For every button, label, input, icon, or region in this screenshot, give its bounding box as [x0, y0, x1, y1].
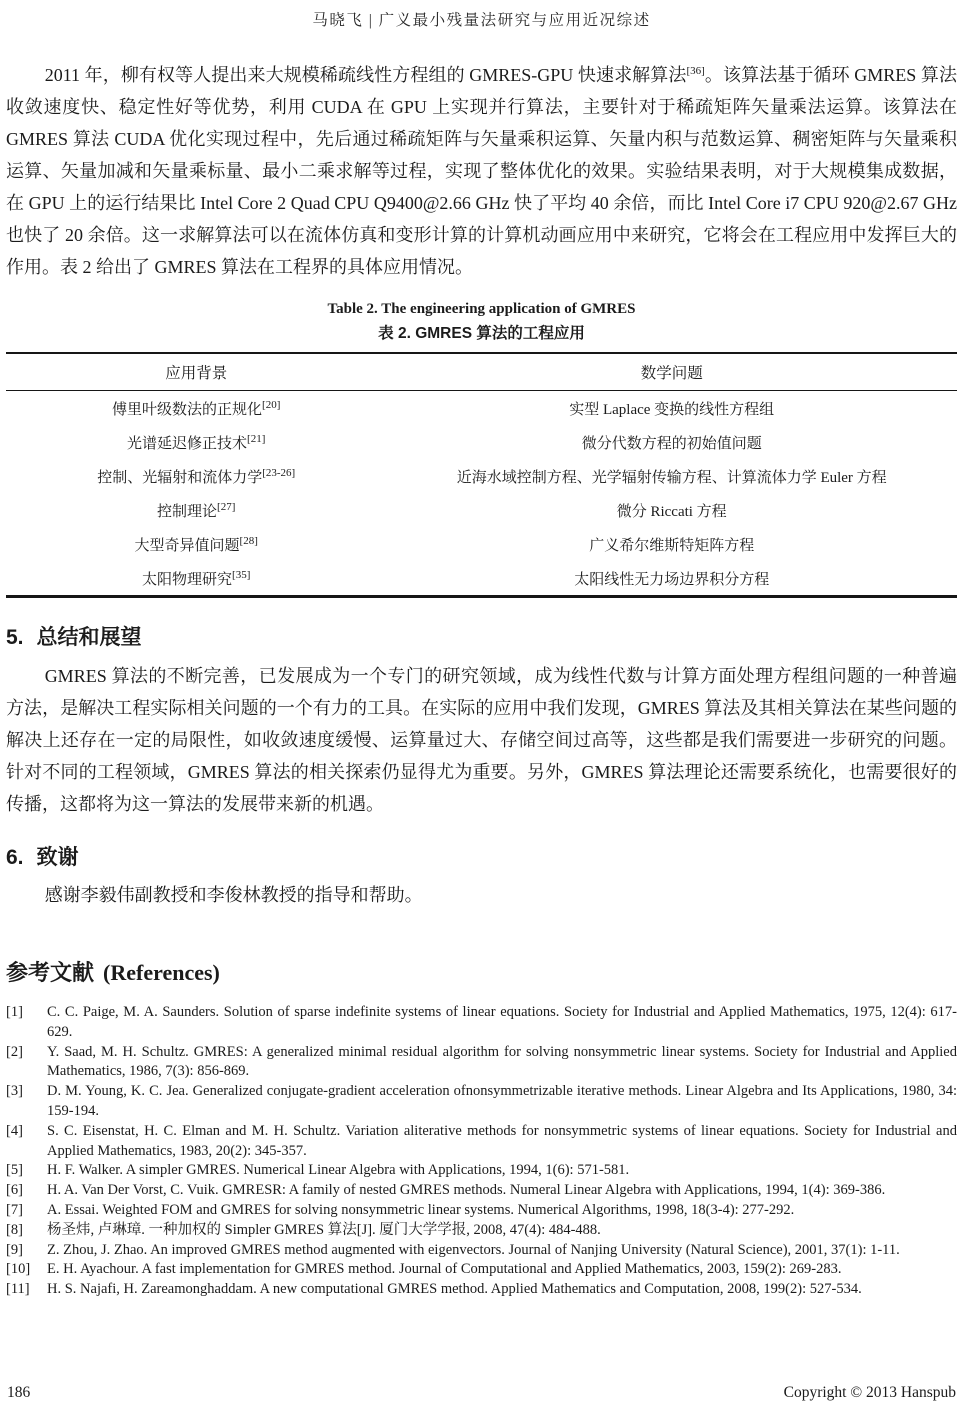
reference-text: H. S. Najafi, H. Zareamonghaddam. A new computational GMRES method. Applied Mathematics and Computation, 2008, 199(2): 527-534. — [47, 1281, 862, 1298]
application-cell — [6, 527, 386, 561]
intro-text-post: 。该算法基于循环 GMRES 算法收敛速度快、稳定性好等优势，利用 CUDA 在 GPU 上实现并行算法，主要针对于稀疏矩阵矢量乘法运算。该算法在 GMRES 算法 CUDA 优化实现过程中，先后通过稀疏矩阵与矢量乘积运算、矢量内积与范数运算、稠密矩阵与矢量乘积运算、矢量加减和矢量乘标量、最小二乘求解等过程，实现了整体优化的效果。实验结果表明，对于大规模集成数据，在 GPU 上的运行结果比 Intel Core 2 Quad CPU Q9400@2.66 GHz 快了平均 40 余倍，而比 Intel Core i7 CPU 920@2.67 GHz 也快了 20 余倍。这一求解算法可以在流体仿真和变形计算的计算机动画应用中来研究，它将会在工程应用中发挥巨大的作用。表 2 给出了 GMRES 算法在工程界的具体应用情况。 — [6, 65, 958, 277]
application-cell — [6, 425, 386, 459]
section-title: 致谢 — [36, 846, 79, 869]
application-text: 控制、光辐射和流体力学 — [97, 469, 263, 486]
reference-item — [6, 1161, 957, 1181]
references-list — [6, 1003, 957, 1300]
gmres-applications-table — [6, 352, 957, 598]
math-problem-cell: 太阳线性无力场边界积分方程 — [574, 571, 770, 588]
column-header-math-problem: 数学问题 — [386, 353, 957, 391]
page-footer — [7, 1384, 956, 1402]
reference-number: [2] — [6, 1043, 23, 1060]
reference-text: A. Essai. Weighted FOM and GMRES for solving nonsymmetric linear systems. Numerical Algorithms, 1998, 18(3-4): 277-292. — [47, 1201, 795, 1218]
summary-paragraph: GMRES 算法的不断完善，已发展成为一个专门的研究领域，成为线性代数与计算方面处理方程组问题的一种普遍方法，是解决工程实际相关问题的一个有力的工具。在实际的应用中我们发现，GMRES 算法及其相关算法在某些问题的解决上还存在一定的局限性，如收敛速度缓慢、运算量过大、存储空间过高等，这些都是我们需要进一步研究的问题。针对不同的工程领域，GMRES 算法的相关探索仍显得尤为重要。另外，GMRES 算法理论还需要系统化，也需要很好的传播，这都将为这一算法的发展带来新的机遇。 — [6, 666, 957, 814]
reference-item — [6, 1181, 957, 1201]
table-row — [6, 527, 957, 561]
reference-text: Z. Zhou, J. Zhao. An improved GMRES method augmented with eigenvectors. Journal of Nanjing University (Natural Science), 2001, 37(1): 1-11. — [47, 1241, 900, 1258]
reference-number: [9] — [6, 1241, 23, 1258]
application-text: 太阳物理研究 — [142, 571, 233, 588]
column-header-application: 应用背景 — [6, 353, 386, 391]
application-cell — [6, 459, 386, 493]
reference-item — [6, 1280, 957, 1300]
citation-ref: [28] — [239, 534, 258, 547]
references-heading — [6, 959, 957, 986]
table-row — [6, 391, 957, 426]
reference-text: Y. Saad, M. H. Schultz. GMRES: A generalized minimal residual algorithm for solving nonsymmetric linear systems. Society for Industrial and Applied Mathematics, 1986, 7(3): 856-869. — [47, 1043, 957, 1080]
reference-text: E. H. Ayachour. A fast implementation for GMRES method. Journal of Computational and Applied Mathematics, 2003, 159(2): 269-283. — [47, 1261, 842, 1278]
math-problem-cell: 微分代数方程的初始值问题 — [581, 435, 762, 452]
math-problem-cell: 广义希尔维斯特矩阵方程 — [589, 537, 755, 554]
table-row — [6, 459, 957, 493]
citation-ref-36: [36] — [686, 65, 705, 77]
section-number: 6. — [6, 846, 24, 869]
acknowledgements-paragraph: 感谢李毅伟副教授和李俊林教授的指导和帮助。 — [44, 885, 423, 905]
math-problem-cell: 微分 Riccati 方程 — [616, 503, 727, 520]
section-title: 总结和展望 — [36, 626, 142, 649]
reference-item — [6, 1221, 957, 1241]
reference-text: H. F. Walker. A simpler GMRES. Numerical Linear Algebra with Applications, 1994, 1(6): 571-581. — [47, 1162, 630, 1179]
reference-item — [6, 1201, 957, 1221]
reference-item — [6, 1003, 957, 1043]
references-heading-en: (References) — [103, 960, 220, 985]
application-text: 光谱延迟修正技术 — [127, 435, 248, 452]
application-cell — [6, 493, 386, 527]
section-heading-acknowledgements — [6, 845, 957, 871]
intro-paragraph — [6, 59, 957, 283]
reference-number: [1] — [6, 1004, 23, 1020]
reference-number: [8] — [6, 1221, 23, 1238]
page-number: 186 — [7, 1384, 31, 1401]
intro-text-pre: 2011 年，柳有权等人提出来大规模稀疏线性方程组的 GMRES-GPU 快速求解算法 — [44, 65, 687, 85]
reference-text: D. M. Young, K. C. Jea. Generalized conjugate-gradient acceleration ofnonsymmetrizable iterative methods. Linear Algebra and Its Applications, 1980, 34: 159-194. — [47, 1083, 957, 1119]
reference-text: C. C. Paige, M. A. Saunders. Solution of sparse indefinite systems of linear equations. Society for Industrial and Applied Mathematics, 1975, 12(4): 617-629. — [47, 1004, 957, 1040]
math-problem-cell: 近海水域控制方程、光学辐射传输方程、计算流体力学 Euler 方程 — [456, 469, 887, 486]
reference-item — [6, 1260, 957, 1280]
math-problem-cell: 实型 Laplace 变换的线性方程组 — [569, 401, 775, 418]
references-heading-zh: 参考文献 — [6, 960, 95, 985]
copyright-notice: Copyright © 2013 Hanspub — [783, 1384, 956, 1401]
citation-ref: [20] — [262, 398, 281, 411]
reference-item — [6, 1043, 957, 1083]
running-header: 马晓飞 | 广义最小残量法研究与应用近况综述 — [312, 12, 651, 29]
citation-ref: [23-26] — [262, 466, 296, 479]
reference-text: 杨圣炜, 卢琳璋. 一种加权的 Simpler GMRES 算法[J]. 厦门大学学报, 2008, 47(4): 484-488. — [47, 1221, 601, 1238]
reference-number: [10] — [6, 1261, 31, 1278]
table-header-row — [6, 353, 957, 391]
citation-ref: [21] — [247, 432, 266, 445]
reference-number: [3] — [6, 1083, 23, 1100]
table-row — [6, 493, 957, 527]
citation-ref: [35] — [232, 568, 251, 581]
table-caption — [6, 301, 957, 343]
table-caption-zh: 表 2. GMRES 算法的工程应用 — [378, 325, 585, 342]
reference-number: [11] — [6, 1281, 30, 1298]
application-text: 大型奇异值问题 — [134, 537, 240, 554]
reference-text: S. C. Eisenstat, H. C. Elman and M. H. Schultz. Variation aliterative methods for nonsymmetric systems of linear equations. Society for Industrial and Applied Mathematics, 1983, 20(2): 345-357. — [47, 1122, 957, 1159]
application-text: 傅里叶级数法的正规化 — [112, 401, 263, 418]
reference-item — [6, 1082, 957, 1122]
citation-ref: [27] — [217, 500, 236, 513]
application-cell — [6, 561, 386, 597]
reference-number: [6] — [6, 1182, 23, 1199]
reference-item — [6, 1122, 957, 1162]
reference-number: [7] — [6, 1201, 23, 1218]
reference-number: [5] — [6, 1162, 23, 1179]
reference-item — [6, 1241, 957, 1261]
table-row — [6, 425, 957, 459]
reference-number: [4] — [6, 1122, 23, 1139]
application-cell — [6, 391, 386, 426]
table-row — [6, 561, 957, 597]
reference-text: H. A. Van Der Vorst, C. Vuik. GMRESR: A family of nested GMRES methods. Numeral Linear Algebra with Applications, 1994, 1(4): 369-386. — [47, 1182, 886, 1199]
application-text: 控制理论 — [157, 503, 218, 520]
section-heading-summary — [6, 625, 957, 651]
section-number: 5. — [6, 626, 24, 649]
table-caption-en: Table 2. The engineering application of GMRES — [327, 301, 636, 317]
